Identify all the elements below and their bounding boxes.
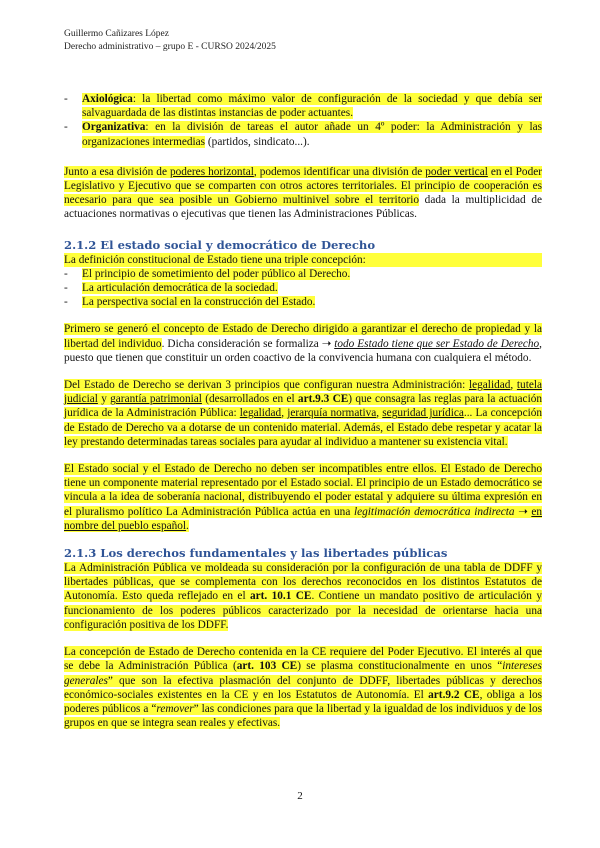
section-heading-2-1-3: 2.1.3 Los derechos fundamentales y las libertades públicas [64,546,448,561]
paragraph-division-poderes: Junto a esa división de poderes horizontal, podemos identificar una división de poder vertical en el Poder Legislativo y Ejecutivo que se comparten con otros actores territoriales. El principio de cooperación es necesario para que sea posible un Gobierno multinivel sobre el territorio dada la multiplicidad de actuaciones normativas o ejecutivas que tienen las Administraciones Públicas. [64,165,543,221]
list-item: - La articulación democrática de la sociedad. [64,281,542,295]
paragraph-interes-general: La concepción de Estado de Derecho contenida en la CE requiere del Poder Ejecutivo. El interés al que se debe la Administración Pública (art. 103 CE) se plasma constitucionalmente en unos “intereses generales” que son la efectiva plasmación del conjunto de DDFF, libertades públicas y derechos económico-sociales existentes en la CE y en los Estatutos de Autonomía. El art.9.2 CE, obliga a los poderes públicos a “remover” las condiciones para que la libertad y la igualdad de los individuos y de los grupos en que se integra sean reales y efectivas. [64,646,543,730]
term-axiologica: Axiológica [82,93,133,105]
paragraph-ddff: La Administración Pública ve moldeada su consideración por la configuración de una tabla de DDFF y libertades públicas, que se complementa con los derechos reconocidos en los distintos Estatutos de Autonomía. Esto queda reflejado en el art. 10.1 CE. Contiene un mandato positivo de articulación y funcionamiento de los poderes públicos caracterizado por la necesidad de orientarse hacia una configuración positiva de los DDFF. [64,562,542,631]
term-organizativa: Organizativa [82,121,146,134]
paragraph-definicion: La definición constitucional de Estado tiene una triple concepción: [64,253,542,267]
bullet-axiologica: - Axiológica: la libertad como máximo valor de configuración de la sociedad y que debía ser salvaguardada de las distintas instancias de poder actuantes. [64,92,542,120]
page-header [64,28,276,54]
paragraph-estado-derecho: Primero se generó el concepto de Estado de Derecho dirigido a garantizar el derecho de propiedad y la libertad del individuo. Dicha consideración se formaliza ➝ todo Estado tiene que ser Estado de Derecho, puesto que tienen que constituir un orden coactivo de la convivencia humana con cualquiera el método. [64,323,542,364]
list-item: - La perspectiva social en la construcción del Estado. [64,295,542,309]
page-content [64,92,542,730]
list-item: - El principio de sometimiento del poder público al Derecho. [64,267,542,281]
paragraph-principios: Del Estado de Derecho se derivan 3 principios que configuran nuestra Administración: legalidad, tutela judicial y garantía patrimonial (desarrollados en el art.9.3 CE) que consagra las reglas para la actuación jurídica de la Administración Pública: legalidad, jerarquía normativa, seguridad jurídica... La concepción de Estado de Derecho va a dotarse de un contenido material. Además, el Estado debe respetar y acatar la ley prestando determinadas tareas sociales para ayudar al individuo a mantener su existencia vital. [64,379,543,448]
bullet-organizativa: - Organizativa: en la división de tareas el autor añade un 4º poder: la Administración y las organizaciones intermedias (partidos, sindicato...). [64,120,542,148]
paragraph-estado-social: El Estado social y el Estado de Derecho no deben ser incompatibles entre ellos. El Estado de Derecho tiene un componente material representado por el Estado social. El principio de un Estado democrático se vincula a la idea de soberanía nacional, distribuyendo el poder estatal y adquiere su última expresión en el pluralismo político La Administración Pública actúa en una legitimación democrática indirecta ➝ en nombre del pueblo español. [64,463,542,532]
page-number: 2 [297,790,303,802]
header-author: Guillermo Cañizares López [64,29,169,39]
header-course: Derecho administrativo – grupo E - CURSO 2024/2025 [64,42,276,52]
section-heading-2-1-2: 2.1.2 El estado social y democrático de Derecho [64,237,376,252]
